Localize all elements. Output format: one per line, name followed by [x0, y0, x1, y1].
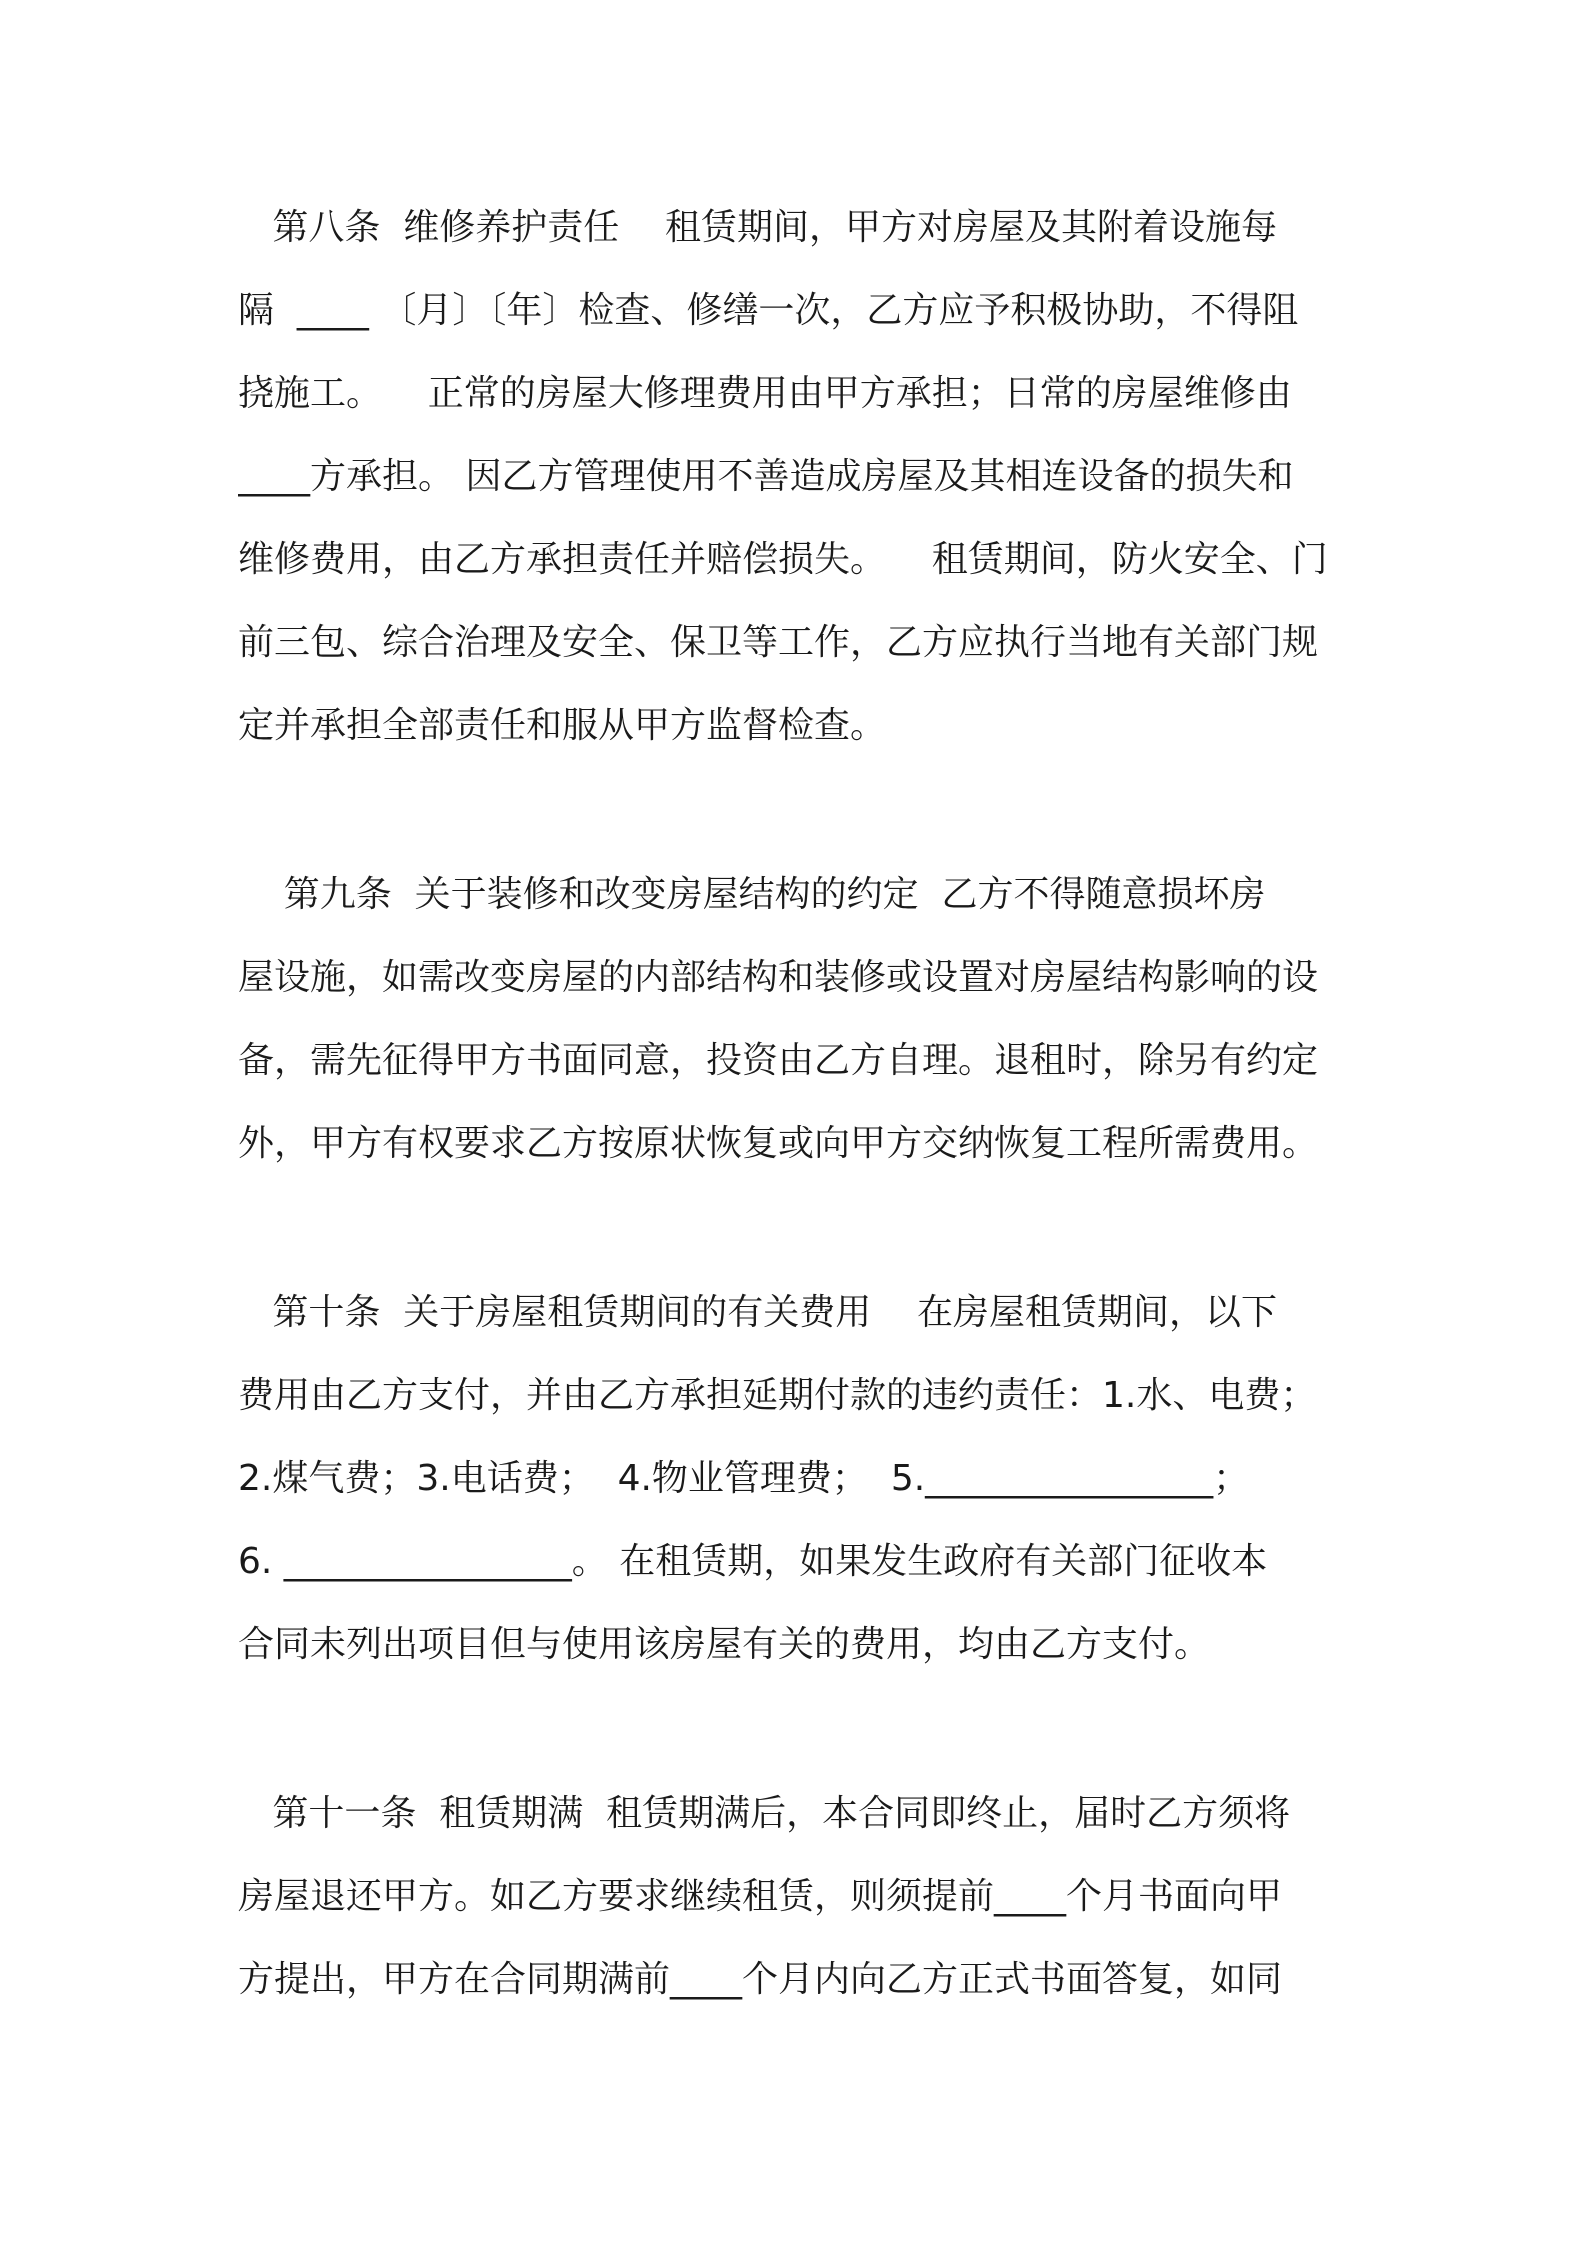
article-8-line-1: 第八条 维修养护责任 租赁期间，甲方对房屋及其附着设施每: [238, 207, 1277, 248]
article-11-line-1: 第十一条 租赁期满 租赁期满后，本合同即终止，届时乙方须将: [238, 1793, 1291, 1834]
article-9-line-1: 第九条 关于装修和改变房屋结构的约定 乙方不得随意损坏房: [238, 874, 1266, 915]
article-11-line-3: 方提出，甲方在合同期满前____个月内向乙方正式书面答复，如同: [238, 1959, 1283, 2000]
article-9-line-2: 屋设施，如需改变房屋的内部结构和装修或设置对房屋结构影响的设: [238, 957, 1319, 998]
article-8-line-2: 隔 ____ 〔月〕〔年〕检查、修缮一次，乙方应予积极协助，不得阻: [238, 290, 1299, 331]
article-8-line-4: ____方承担。 因乙方管理使用不善造成房屋及其相连设备的损失和: [238, 456, 1294, 497]
article-8-line-7: 定并承担全部责任和服从甲方监督检查。: [238, 705, 887, 746]
article-8-line-3: 挠施工。 正常的房屋大修理费用由甲方承担；日常的房屋维修由: [238, 373, 1292, 414]
article-8-line-6: 前三包、综合治理及安全、保卫等工作，乙方应执行当地有关部门规: [238, 622, 1319, 663]
article-11-line-2: 房屋退还甲方。如乙方要求继续租赁，则须提前____个月书面向甲: [238, 1876, 1283, 1917]
article-10-line-3: 2.煤气费；3.电话费； 4.物业管理费； 5.________________；: [238, 1458, 1250, 1499]
article-9-line-4: 外，甲方有权要求乙方按原状恢复或向甲方交纳恢复工程所需费用。: [238, 1123, 1319, 1164]
article-10-line-2: 费用由乙方支付，并由乙方承担延期付款的违约责任：1.水、电费；: [238, 1375, 1317, 1416]
article-10-line-4: 6. ________________。 在租赁期，如果发生政府有关部门征收本: [238, 1541, 1268, 1582]
article-10-line-1: 第十条 关于房屋租赁期间的有关费用 在房屋租赁期间，以下: [238, 1292, 1277, 1333]
article-8-line-5: 维修费用，由乙方承担责任并赔偿损失。 租赁期间，防火安全、门: [238, 539, 1328, 580]
article-10-line-5: 合同未列出项目但与使用该房屋有关的费用，均由乙方支付。: [238, 1624, 1211, 1665]
article-9-line-3: 备，需先征得甲方书面同意，投资由乙方自理。退租时，除另有约定: [238, 1040, 1319, 1081]
